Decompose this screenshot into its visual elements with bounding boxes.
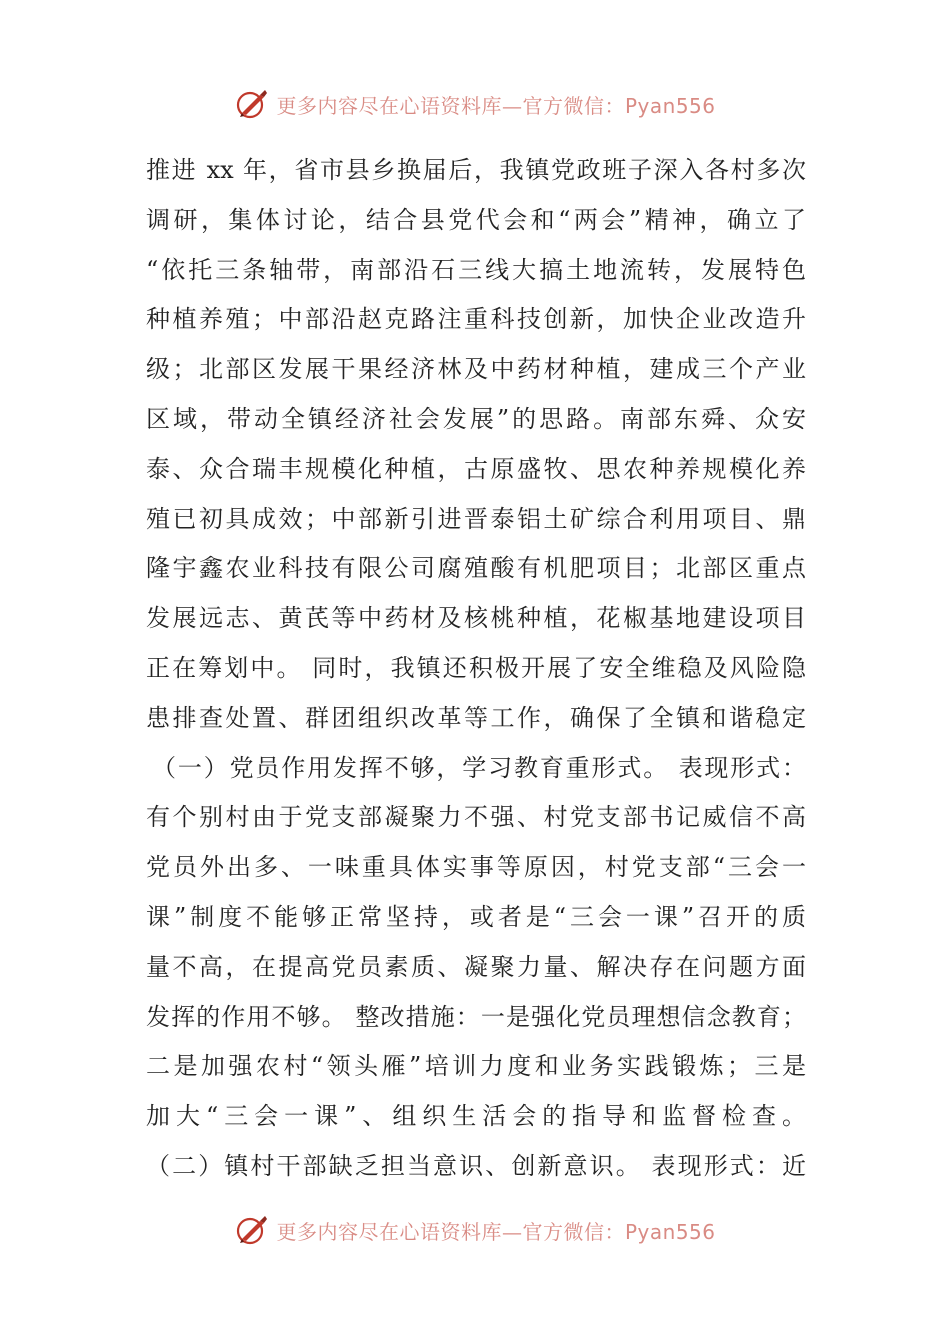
body-line: 推进 xx 年，省市县乡换届后，我镇党政班子深入各村多次 <box>146 156 806 184</box>
body-line: 殖已初具成效；中部新引进晋泰铝土矿综合利用项目、鼎 <box>146 504 806 533</box>
body-line: 量不高，在提高党员素质、凝聚力量、解决存在问题方面 <box>146 952 806 981</box>
body-line: 正在筹划中。 同时，我镇还积极开展了安全维稳及风险隐 <box>146 653 806 682</box>
pen-logo-icon <box>234 86 270 122</box>
body-line: 发展远志、黄芪等中药材及核桃种植，花椒基地建设项目 <box>146 604 806 633</box>
footer-watermark-label: 更多内容尽在心语资料库—官方微信： <box>276 1219 625 1244</box>
header-watermark-label: 更多内容尽在心语资料库—官方微信： <box>276 93 625 118</box>
body-line: 隆宇鑫农业科技有限公司腐殖酸有机肥项目；北部区重点 <box>146 554 806 583</box>
section-heading-line: （二）镇村干部缺乏担当意识、创新意识。 表现形式：近 <box>146 1151 806 1180</box>
body-line: 患排查处置、群团组织改革等工作，确保了全镇和谐稳定 <box>146 703 806 732</box>
body-line: 二是加强农村“领头雁”培训力度和业务实践锻炼；三是 <box>146 1052 806 1081</box>
body-line: 级；北部区发展干果经济林及中药材种植，建成三个产业 <box>146 355 806 384</box>
pen-logo-icon <box>234 1212 270 1248</box>
footer-watermark <box>0 1210 950 1250</box>
body-line: 课”制度不能够正常坚持，或者是“三会一课”召开的质 <box>146 902 806 931</box>
body-line: 加大“三会一课”、组织生活会的指导和监督检查。 <box>146 1102 806 1131</box>
body-line: 泰、众合瑞丰规模化种植，古原盛牧、思农种养规模化养 <box>146 454 806 483</box>
footer-watermark-text <box>276 1216 715 1245</box>
body-line: 区域，带动全镇经济社会发展”的思路。南部东舜、众安 <box>146 404 806 433</box>
body-line: 种植养殖；中部沿赵克路注重科技创新，加快企业改造升 <box>146 305 806 334</box>
header-watermark <box>0 84 950 124</box>
footer-watermark-inner <box>234 1212 715 1248</box>
section-heading-line: （一）党员作用发挥不够，学习教育重形式。 表现形式： <box>152 753 806 782</box>
header-watermark-inner <box>234 86 715 122</box>
body-line: 调研，集体讨论，结合县党代会和“两会”精神，确立了 <box>146 205 806 234</box>
header-watermark-text <box>276 90 715 119</box>
body-line: 有个别村由于党支部凝聚力不强、村党支部书记威信不高 <box>146 803 806 832</box>
header-watermark-wechat: Pyan556 <box>624 93 716 118</box>
body-line: “依托三条轴带，南部沿石三线大搞土地流转，发展特色 <box>146 255 806 284</box>
body-line: 党员外出多、一味重具体实事等原因，村党支部“三会一 <box>146 853 806 882</box>
body-line: 发挥的作用不够。 整改措施：一是强化党员理想信念教育； <box>146 1002 806 1031</box>
document-body <box>146 146 806 1192</box>
footer-watermark-wechat: Pyan556 <box>624 1219 716 1244</box>
